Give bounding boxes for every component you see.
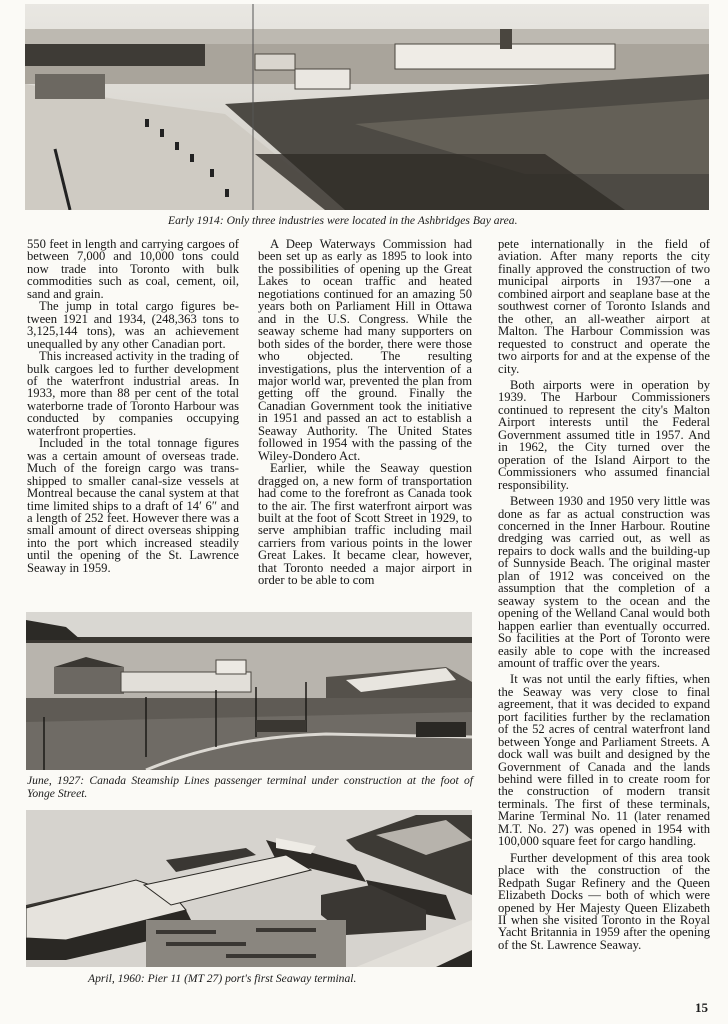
- photo-1960-image: [26, 810, 472, 967]
- photo-ashbridges-bay-1914: [25, 4, 709, 210]
- paragraph: Further development of this area took place with the construction of the Redpath Sugar Refinery and the Queen Elizabeth Docks — both of which were opened by Her Majesty Queen Elizabeth II when she visited Toronto in the Royal Yacht Britannia in 1959 after the opening of the St. Lawrence Seaway.: [498, 850, 710, 952]
- photo-steamship-terminal-1927: [26, 612, 472, 770]
- photo-pier-11-1960: [26, 810, 472, 967]
- text-column-middle: [258, 238, 472, 587]
- photo-1927-image: [26, 612, 472, 770]
- photo-1914-image: [25, 4, 709, 210]
- photo-caption-1927: June, 1927: Canada Steamship Lines passenger terminal under construction at the foot of Yonge Street.: [27, 774, 473, 800]
- text-column-right: [498, 238, 710, 951]
- paragraph: Both airports were in operation by 1939. The Harbour Commissioners continued to represent the city's Malton Airport interests until the Federal Government assumed title in 1957. And in 1962, the City turned over the operation of the Island Airport to the Commissioners who assumed financial responsibility.: [498, 377, 710, 492]
- paragraph: Between 1930 and 1950 very little was done as far as actual construction was concerned in the Inner Harbour. Routine dredging was carried out, as well as repairs to dock walls and the building-up of Sunnyside Beach. The original master plan of 1912 was conceived on the assumption that the completion of a seaway system to the ocean and the opening of the Welland Canal would both happen earlier than eventually occurred. So facilities at the Port of Toronto were easily able to cope with the increased amount of traffic over the years.: [498, 494, 710, 670]
- paragraph: The jump in total cargo figures between 1921 and 1934, (248,363 tons to 3,125,144 tons), was an achievement unequalled by any other Canadian port.: [27, 299, 239, 351]
- photo-caption-1914: Early 1914: Only three industries were located in the Ashbridges Bay area.: [168, 214, 518, 227]
- paragraph: This increased activity in the trading of bulk cargoes led to further development of the waterfront industrial areas. In 1933, more than 88 per cent of the total waterborne trade of Toronto Harbour was conducted by companies occupying waterfront properties.: [27, 349, 239, 438]
- paragraph: A Deep Waterways Commission had been set up as early as 1895 to look into the possibilities of opening up the Great Lakes to ocean traffic and heated negotiations continued for an amazing 50 years both on Parliament Hill in Ottawa and in the U.S. Congress. While the seaway scheme had many supporters on both sides of the border, there were those who objected. The resulting investigations, plus the intervention of a major world war, prevented the plan from getting off the ground. Finally the Canadian Government took the initiative in 1951 and passed an act to establish a Seaway Authority. The United States followed in 1954 with the passing of the Wiley-Dondero Act.: [258, 237, 472, 463]
- paragraph: Earlier, while the Seaway question dragged on, a new form of transportation had come to the forefront as Canada took to the air. The first waterfront airport was built at the foot of Scott Street in 1929, to serve amphibian traffic including mail carriers from various points in the lower Great Lakes. It became clear, however, that Toronto needed a major airport in order to be able to com: [258, 461, 472, 588]
- text-column-left: [27, 238, 239, 574]
- paragraph: Included in the total tonnage figures was a certain amount of overseas trade. Much of the foreign cargo was trans-shipped to smaller canal-size vessels at Montreal because the canal system at that time limited ships to a draft of 14′ 6″ and a length of 252 feet. However there was a small amount of direct overseas shipping into the port which increased steadily until the opening of the St. Lawrence Seaway in 1959.: [27, 436, 239, 575]
- paragraph: 550 feet in length and carrying cargoes of between 7,000 and 10,000 tons could now trade into Toronto with bulk commodities such as coal, cement, oil, sand and grain.: [27, 237, 239, 301]
- paragraph: pete internationally in the field of aviation. After many reports the city finally approved the construction of two municipal airports in 1937—one a combined airport and seaplane base at the southwest corner of Toronto Islands and the other, an all-weather airport at Malton. The Harbour Commission was requested to construct and operate the two airports for and at the expense of the city.: [498, 237, 710, 376]
- paragraph: It was not until the early fifties, when the Seaway was very close to final agreement, that it was decided to expand port facilities further by the reclamation of the 52 acres of central waterfront land between Yonge and Parliament Streets. A dock wall was built and designed by the Government of Canada and the lands behind were filled in to create room for the construction of modern transit terminals. The first of these terminals, Marine Terminal No. 11 (later renamed M.T. No. 27) was opened in 1954 with 100,000 square feet for cargo handling.: [498, 672, 710, 849]
- photo-caption-1960: April, 1960: Pier 11 (MT 27) port's first Seaway terminal.: [88, 972, 357, 985]
- page-number: 15: [695, 1000, 708, 1015]
